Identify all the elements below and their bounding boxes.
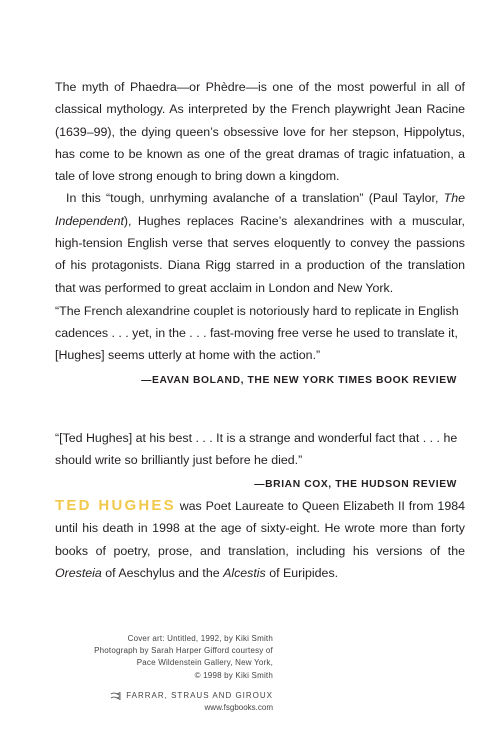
review-quote-2 (55, 427, 465, 497)
publisher-name: FARRAR, STRAUS AND GIROUX (126, 691, 273, 700)
description-p2-end: ), Hughes replaces Racine’s alexandrines with a muscular, high-tension English verse that serves eloquently to convey the passions of his protagonists. Diana Rigg starred in a production of the translation that was performed to great acclaim in London and New York. (55, 213, 465, 295)
credit-line: Pace Wildenstein Gallery, New York, (136, 658, 273, 668)
quote-attribution: —EAVAN BOLAND, THE NEW YORK TIMES BOOK REVIEW (141, 374, 457, 386)
book-description (55, 76, 465, 299)
bio-work-1: Oresteia (55, 565, 102, 580)
cover-credits (73, 633, 273, 682)
publisher-block (110, 690, 273, 714)
review-quote-1 (55, 300, 465, 392)
author-name: TED HUGHES (55, 497, 176, 514)
description-paragraph-2 (55, 187, 465, 298)
publisher-line (110, 690, 273, 702)
quote-text: “[Ted Hughes] at his best . . . It is a strange and wonderful fact that . . . he should write so brilliantly just before he died.” (55, 431, 458, 468)
author-bio (55, 495, 465, 584)
credit-line: © 1998 by Kiki Smith (194, 670, 273, 680)
quote-attribution: —BRIAN COX, THE HUDSON REVIEW (254, 479, 457, 491)
fish-logo-icon (110, 692, 122, 701)
bio-text-1: was Poet Laureate to Queen Elizabeth II from 1984 until his death in 1998 at the age of sixty-eight. He wrote more than forty books of poetry, prose, and translation, including his versions of the (55, 499, 465, 558)
bio-text-3: of Euripides. (265, 565, 339, 580)
publisher-url: www.fsgbooks.com (204, 703, 273, 712)
credit-line: Photograph by Sarah Harper Gifford courtesy of (94, 646, 273, 656)
source-title: The Independent (55, 191, 465, 228)
bio-work-2: Alcestis (223, 565, 266, 580)
description-paragraph-1: The myth of Phaedra—or Phèdre—is one of the most powerful in all of classical mythology. As interpreted by the French playwright Jean Racine (1639–99), the dying queen’s obsessive love for her stepson, Hippolytus, has come to be known as one of the great dramas of tragic infatuation, a tale of love strong enough to bring down a kingdom. (55, 80, 465, 184)
description-p2-start: In this “tough, unrhyming avalanche of a translation” (Paul Taylor, (66, 191, 444, 206)
quote-text: “The French alexandrine couplet is notoriously hard to replicate in English cadences . . . yet, in the . . . fast-moving free verse he used to translate it, [Hughes] seems utterly at home with the action.” (55, 304, 459, 363)
credit-line: Cover art: Untitled, 1992, by Kiki Smith (127, 634, 273, 643)
bio-text-2: of Aeschylus and the (101, 565, 224, 580)
